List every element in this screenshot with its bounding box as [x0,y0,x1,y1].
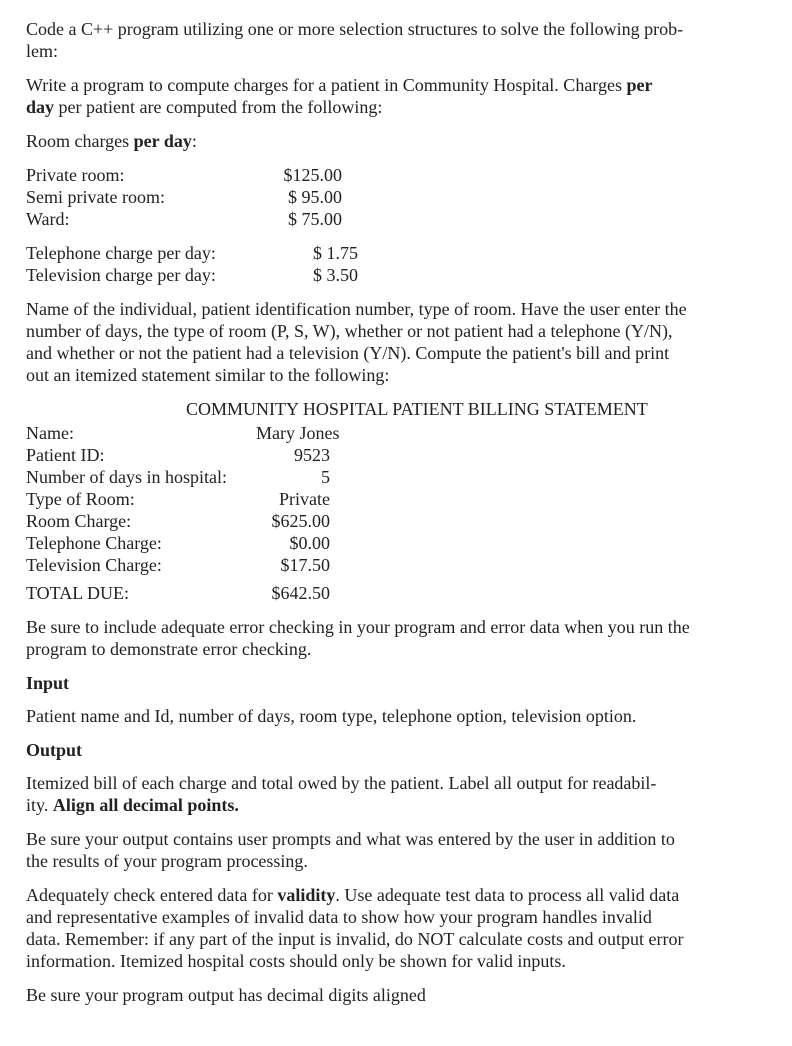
rate-value: $ 75.00 [288,209,342,229]
rate-label: Semi private room: [26,187,165,207]
statement-value: $625.00 [271,511,330,531]
extra-rates-table [26,242,786,286]
output-heading: Output [26,740,83,760]
instructions-line: number of days, the type of room (P, S, W), whether or not patient had a telephone (Y/N), [26,321,673,341]
room-charges-heading: Room charges per day: [26,131,197,151]
statement-value: Mary Jones [256,423,340,443]
statement-row [26,466,786,488]
statement-label: Patient ID: [26,445,105,465]
rate-label: Ward: [26,209,70,229]
input-text: Patient name and Id, number of days, room type, telephone option, television option. [26,706,637,726]
statement-value: $0.00 [289,533,330,553]
statement-row [26,422,786,444]
billing-statement [26,398,786,604]
total-label: TOTAL DUE: [26,583,130,603]
task-line-2: day per patient are computed from the following: [26,97,383,117]
statement-row [26,532,786,554]
prompts-line: the results of your program processing. [26,851,308,871]
statement-label: Number of days in hospital: [26,467,227,487]
statement-value: Private [279,489,330,509]
statement-label: Telephone Charge: [26,533,162,553]
statement-label: Television Charge: [26,555,162,575]
extra-rate-value: $ 3.50 [313,265,358,285]
rate-value: $ 95.00 [288,187,342,207]
rate-value: $125.00 [283,165,342,185]
prompts-paragraph [26,828,786,872]
validity-line-2: and representative examples of invalid data to show how your program handles invalid [26,907,652,927]
statement-label: Type of Room: [26,489,135,509]
input-heading: Input [26,673,70,693]
statement-title: COMMUNITY HOSPITAL PATIENT BILLING STATEMENT [186,399,648,419]
intro-line-1: Code a C++ program utilizing one or more selection structures to solve the following prob- [26,19,684,39]
rate-label: Private room: [26,165,125,185]
statement-row [26,554,786,576]
instructions-line: out an itemized statement similar to the following: [26,365,390,385]
validity-paragraph [26,884,786,972]
final-note: Be sure your program output has decimal digits aligned [26,985,426,1005]
extra-rate-row [26,242,786,264]
statement-value: $17.50 [280,555,330,575]
task-line-1: Write a program to compute charges for a patient in Community Hospital. Charges per [26,75,653,95]
error-checking-line: program to demonstrate error checking. [26,639,312,659]
validity-line-3: data. Remember: if any part of the input is invalid, do NOT calculate costs and output error [26,929,684,949]
statement-value: 9523 [294,445,330,465]
output-line-2: ity. Align all decimal points. [26,795,239,815]
error-checking-line: Be sure to include adequate error checking in your program and error data when you run the [26,617,690,637]
extra-rate-row [26,264,786,286]
instructions-line: and whether or not the patient had a television (Y/N). Compute the patient's bill and print [26,343,670,363]
statement-row [26,488,786,510]
total-value: $642.50 [271,583,330,603]
rate-row [26,186,786,208]
extra-rate-label: Television charge per day: [26,265,216,285]
output-paragraph [26,772,786,816]
rate-row [26,164,786,186]
statement-label: Room Charge: [26,511,132,531]
validity-line-4: information. Itemized hospital costs should only be shown for valid inputs. [26,951,566,971]
extra-rate-label: Telephone charge per day: [26,243,216,263]
document-page [26,18,786,1006]
intro-line-2: lem: [26,41,58,61]
statement-total-row [26,582,786,604]
intro-paragraph [26,18,786,62]
room-rates-table [26,164,786,230]
rate-row [26,208,786,230]
statement-row [26,510,786,532]
error-checking-paragraph [26,616,786,660]
extra-rate-value: $ 1.75 [313,243,358,263]
task-paragraph [26,74,786,118]
prompts-line: Be sure your output contains user prompts and what was entered by the user in addition to [26,829,675,849]
output-line-1: Itemized bill of each charge and total owed by the patient. Label all output for readabil- [26,773,657,793]
validity-line-1: Adequately check entered data for validity. Use adequate test data to process all valid data [26,885,680,905]
statement-label: Name: [26,423,74,443]
statement-row [26,444,786,466]
instructions-line: Name of the individual, patient identification number, type of room. Have the user enter the [26,299,687,319]
instructions-paragraph [26,298,786,386]
statement-value: 5 [321,467,330,487]
